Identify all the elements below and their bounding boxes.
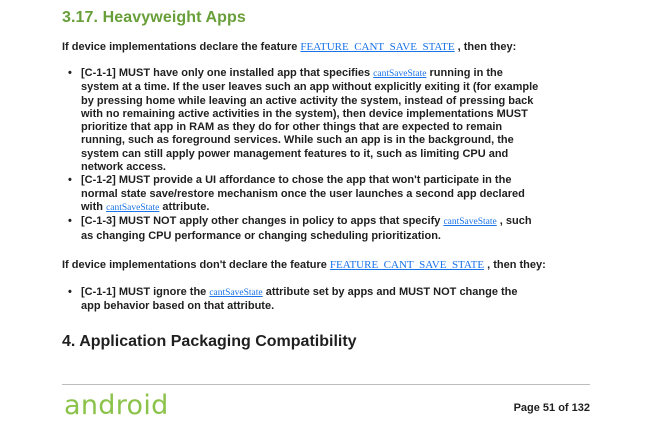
list-item-text: [C-1-1] MUST ignore the <box>81 286 210 298</box>
intro-text-end: , then they: <box>484 259 546 271</box>
feature-link[interactable]: FEATURE_CANT_SAVE_STATE <box>329 259 485 271</box>
intro-text: If device implementations don't declare the feature <box>62 259 330 271</box>
intro-paragraph-not-declared <box>62 258 546 272</box>
bullet-icon: • <box>68 286 72 298</box>
footer-divider <box>62 384 590 385</box>
bullet-icon: • <box>68 174 72 187</box>
cant-save-state-link[interactable]: cantSaveState <box>373 69 427 79</box>
intro-paragraph-declared <box>62 40 516 54</box>
list-item <box>62 174 540 215</box>
android-logo: android <box>64 390 169 421</box>
list-item-text: [C-1-1] MUST have only one installed app that specifies <box>81 67 374 79</box>
requirements-list-not-declared <box>62 286 540 314</box>
intro-text-end: , then they: <box>454 41 517 53</box>
list-item-text-end: attribute. <box>159 200 210 213</box>
list-item <box>62 286 540 314</box>
list-item <box>62 67 540 174</box>
bullet-icon: • <box>68 67 72 79</box>
section-heading: 3.17. Heavyweight Apps <box>62 9 246 26</box>
list-item-text-end: , such as changing CPU performance or changing scheduling prioritization. <box>81 215 532 242</box>
list-item-text-end: running in the system at a time. If the user leaves such an app without explicitly exiting it (for example by pressing home while leaving an active activity the system, instead of pressing back with no remaining active activities in the system), then device implementations MUST prioritize that app in RAM as they do for other things that are expected to remain running, such as foreground services. While such an app is in the background, the system can still apply power management features to it, such as limiting CPU and network access. <box>81 67 539 174</box>
page-number: Page 51 of 132 <box>513 402 590 414</box>
intro-text: If device implementations declare the feature <box>62 41 301 53</box>
next-section-heading: 4. Application Packaging Compatibility <box>62 333 357 350</box>
feature-link[interactable]: FEATURE_CANT_SAVE_STATE <box>300 41 455 53</box>
list-item-text-end: attribute set by apps and MUST NOT change the app behavior based on that attribute. <box>81 286 518 313</box>
bullet-icon: • <box>68 215 72 228</box>
list-item <box>62 215 540 243</box>
requirements-list-declared <box>62 67 540 243</box>
cant-save-state-link[interactable]: cantSaveState <box>209 288 263 298</box>
list-item-text: [C-1-3] MUST NOT apply other changes in policy to apps that specify <box>81 215 444 228</box>
cant-save-state-link[interactable]: cantSaveState <box>106 202 160 213</box>
list-item-text: [C-1-2] MUST provide a UI affordance to chose the app that won't participate in the normal state save/restore mechanism once the user launches a second app declared with <box>81 174 525 213</box>
cant-save-state-link[interactable]: cantSaveState <box>443 217 497 228</box>
